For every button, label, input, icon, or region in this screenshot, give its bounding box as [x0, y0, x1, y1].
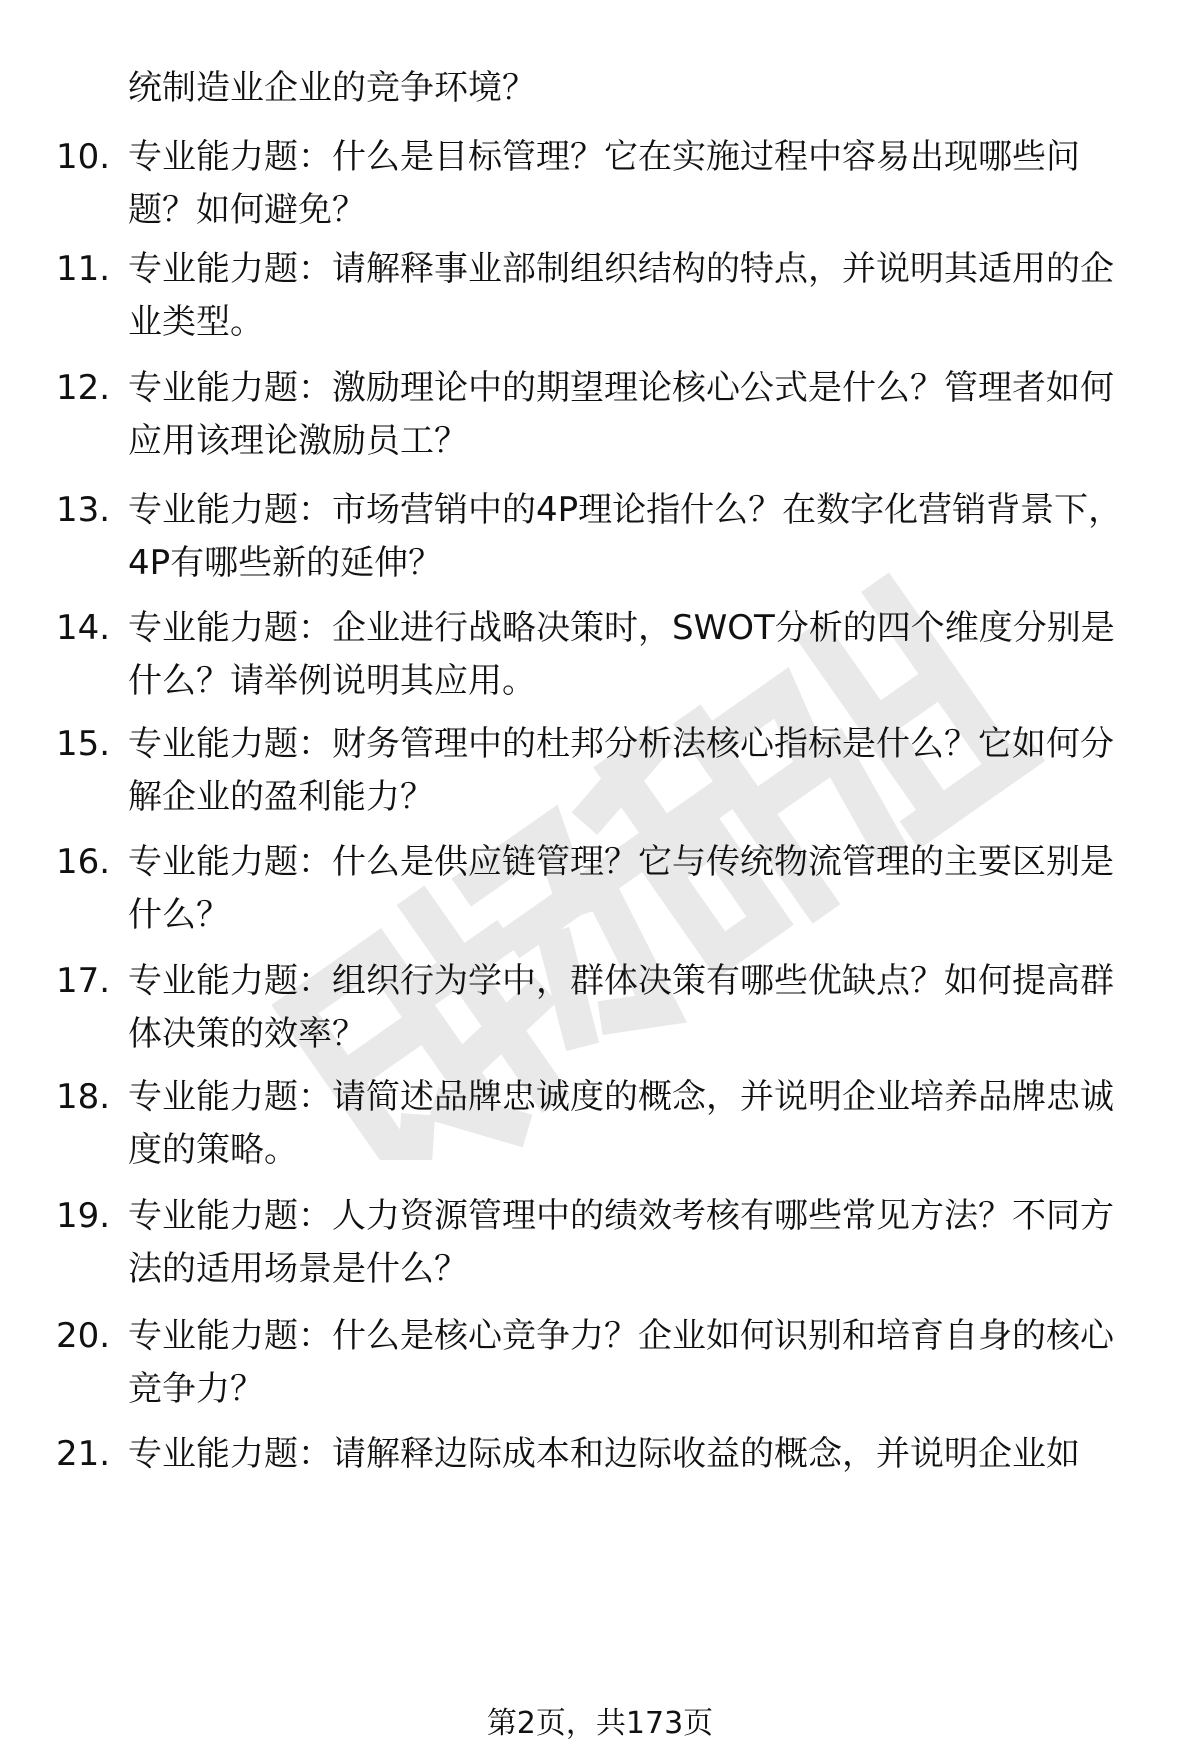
- item-number: 10.: [56, 137, 111, 177]
- list-item: [0, 955, 1200, 1065]
- item-number: 14.: [56, 608, 111, 648]
- continuation-text: 统制造业企业的竞争环境？: [128, 68, 536, 108]
- item-text: 专业能力题：人力资源管理中的绩效考核有哪些常见方法？不同方法的适用场景是什么？: [128, 1196, 1114, 1289]
- item-text: 专业能力题：市场营销中的4P理论指什么？在数字化营销背景下，4P有哪些新的延伸？: [128, 490, 1123, 583]
- list-item: [0, 131, 1200, 241]
- item-text: 专业能力题：企业进行战略决策时，SWOT分析的四个维度分别是什么？请举例说明其应用。: [128, 608, 1115, 701]
- item-number: 12.: [56, 368, 111, 408]
- item-number: 16.: [56, 842, 111, 882]
- item-number: 20.: [56, 1316, 111, 1356]
- list-item: [0, 718, 1200, 828]
- list-item: [0, 1310, 1200, 1420]
- list-item: [0, 1190, 1200, 1300]
- item-number: 13.: [56, 490, 111, 530]
- page-number: 第2页，共173页: [486, 1706, 714, 1741]
- item-number: 17.: [56, 961, 111, 1001]
- item-text: 专业能力题：财务管理中的杜邦分析法核心指标是什么？它如何分解企业的盈利能力？: [128, 724, 1114, 817]
- list-item: [0, 602, 1200, 712]
- item-text: 专业能力题：什么是核心竞争力？企业如何识别和培育自身的核心竞争力？: [128, 1316, 1114, 1409]
- list-item: [0, 243, 1200, 353]
- item-text: 专业能力题：什么是供应链管理？它与传统物流管理的主要区别是什么？: [128, 842, 1114, 935]
- item-text: 专业能力题：请解释事业部制组织结构的特点，并说明其适用的企业类型。: [128, 249, 1114, 342]
- item-number: 11.: [56, 249, 111, 289]
- list-item: [0, 836, 1200, 946]
- item-number: 19.: [56, 1196, 111, 1236]
- item-number: 21.: [56, 1434, 111, 1474]
- item-text: 专业能力题：请简述品牌忠诚度的概念，并说明企业培养品牌忠诚度的策略。: [128, 1077, 1114, 1170]
- item-text: 专业能力题：什么是目标管理？它在实施过程中容易出现哪些问题？如何避免？: [128, 137, 1080, 230]
- item-text: 专业能力题：组织行为学中，群体决策有哪些优缺点？如何提高群体决策的效率？: [128, 961, 1114, 1054]
- list-item: [0, 484, 1200, 594]
- list-item: [0, 362, 1200, 472]
- list-item: [0, 1428, 1200, 1538]
- list-item: [0, 1071, 1200, 1181]
- item-text: 专业能力题：请解释边际成本和边际收益的概念，并说明企业如: [128, 1434, 1080, 1474]
- item-number: 15.: [56, 724, 111, 764]
- item-text: 专业能力题：激励理论中的期望理论核心公式是什么？管理者如何应用该理论激励员工？: [128, 368, 1114, 461]
- item-number: 18.: [56, 1077, 111, 1117]
